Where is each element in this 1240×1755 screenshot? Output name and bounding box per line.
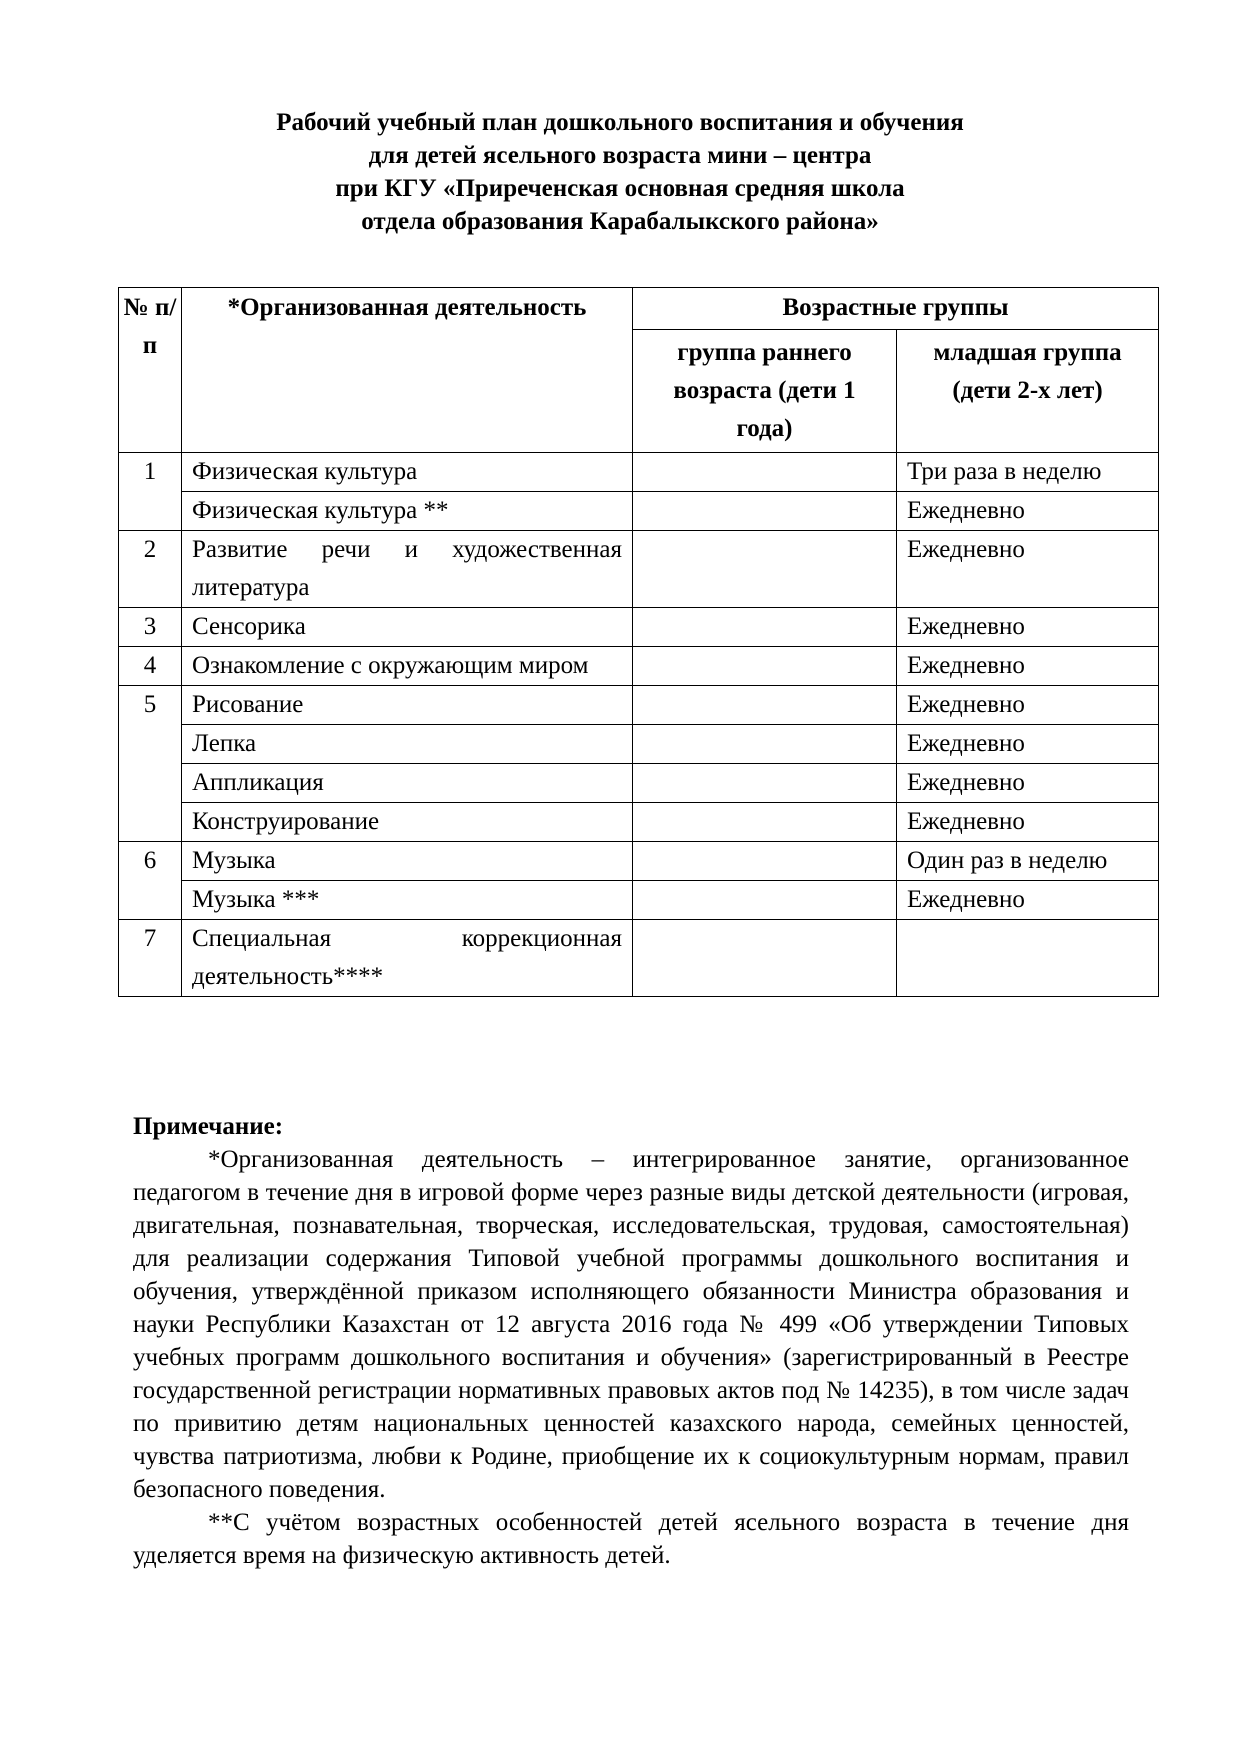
table-row xyxy=(119,842,1159,881)
row-group1 xyxy=(633,803,897,842)
header-num: № п/п xyxy=(119,288,182,453)
row-group1 xyxy=(633,453,897,492)
row-group1 xyxy=(633,531,897,608)
row-group1 xyxy=(633,920,897,997)
row-num: 6 xyxy=(119,842,182,920)
table-row xyxy=(119,920,1159,997)
row-activity: Лепка xyxy=(182,725,633,764)
row-activity: Физическая культура ** xyxy=(182,492,633,531)
row-group1 xyxy=(633,881,897,920)
note-paragraph: *Организованная деятельность – интегрированное занятие, организованное педагогом в течение дня в игровой форме через разные виды детской деятельности (игровая, двигательная, познавательная, творческая, исследовательская, трудовая, самостоятельная) для реализации содержания Типовой учебной программы дошкольного воспитания и обучения, утверждённой приказом исполняющего обязанности Министра образования и науки Республики Казахстан от 12 августа 2016 года № 499 «Об утверждении Типовых учебных программ дошкольного воспитания и обучения» (зарегистрированный в Реестре государственной регистрации нормативных правовых актов под № 14235), в том числе задач по привитию детям национальных ценностей казахского народа, семейных ценностей, чувства патриотизма, любви к Родине, приобщение их к социокультурным нормам, правил безопасного поведения. xyxy=(133,1146,1129,1503)
title-line: при КГУ «Приреченская основная средняя школа xyxy=(335,175,905,202)
document-title xyxy=(120,106,1120,238)
title-line: Рабочий учебный план дошкольного воспитания и обучения xyxy=(276,109,964,136)
row-activity: Физическая культура xyxy=(182,453,633,492)
row-group2: Ежедневно xyxy=(897,608,1159,647)
row-group2: Ежедневно xyxy=(897,803,1159,842)
row-group2: Ежедневно xyxy=(897,647,1159,686)
note-paragraph: **С учётом возрастных особенностей детей ясельного возраста в течение дня уделяется время на физическую активность детей. xyxy=(133,1509,1129,1569)
title-line: для детей ясельного возраста мини – центра xyxy=(368,142,872,169)
row-group2 xyxy=(897,920,1159,997)
row-group2: Ежедневно xyxy=(897,492,1159,531)
row-group2: Ежедневно xyxy=(897,686,1159,725)
row-activity: Сенсорика xyxy=(182,608,633,647)
row-group1 xyxy=(633,647,897,686)
row-activity: Рисование xyxy=(182,686,633,725)
table-row xyxy=(119,881,1159,920)
row-activity: Аппликация xyxy=(182,764,633,803)
row-activity: Ознакомление с окружающим миром xyxy=(182,647,633,686)
row-activity: Развитие речи и художественная литература xyxy=(182,531,633,608)
header-activity: *Организованная деятельность xyxy=(182,288,633,453)
header-age-groups: Возрастные группы xyxy=(633,288,1159,330)
table-row xyxy=(119,531,1159,608)
row-group1 xyxy=(633,608,897,647)
row-group2: Ежедневно xyxy=(897,531,1159,608)
row-group1 xyxy=(633,725,897,764)
row-group1 xyxy=(633,842,897,881)
table-row xyxy=(119,686,1159,725)
row-group1 xyxy=(633,492,897,531)
row-num: 3 xyxy=(119,608,182,647)
row-group2: Ежедневно xyxy=(897,725,1159,764)
row-activity: Музыка xyxy=(182,842,633,881)
table-row xyxy=(119,453,1159,492)
table-row xyxy=(119,725,1159,764)
row-num: 7 xyxy=(119,920,182,997)
row-activity: Специальная коррекционная деятельность**** xyxy=(182,920,633,997)
row-group1 xyxy=(633,764,897,803)
notes-heading: Примечание: xyxy=(133,1113,284,1140)
row-group1 xyxy=(633,686,897,725)
row-group2: Ежедневно xyxy=(897,764,1159,803)
table-row xyxy=(119,647,1159,686)
row-group2: Ежедневно xyxy=(897,881,1159,920)
title-line: отдела образования Карабалыкского района» xyxy=(361,208,879,235)
curriculum-table xyxy=(118,287,1159,997)
row-group2: Один раз в неделю xyxy=(897,842,1159,881)
row-num: 2 xyxy=(119,531,182,608)
row-num: 1 xyxy=(119,453,182,531)
table-row xyxy=(119,803,1159,842)
row-group2: Три раза в неделю xyxy=(897,453,1159,492)
table-row xyxy=(119,764,1159,803)
row-num: 4 xyxy=(119,647,182,686)
row-num: 5 xyxy=(119,686,182,842)
row-activity: Конструирование xyxy=(182,803,633,842)
table-row xyxy=(119,492,1159,531)
notes-section xyxy=(133,1110,1129,1572)
row-activity: Музыка *** xyxy=(182,881,633,920)
header-group2: младшая группа (дети 2-х лет) xyxy=(897,330,1159,453)
table-row xyxy=(119,608,1159,647)
table-header-row xyxy=(119,288,1159,330)
header-group1: группа раннего возраста (дети 1 года) xyxy=(633,330,897,453)
